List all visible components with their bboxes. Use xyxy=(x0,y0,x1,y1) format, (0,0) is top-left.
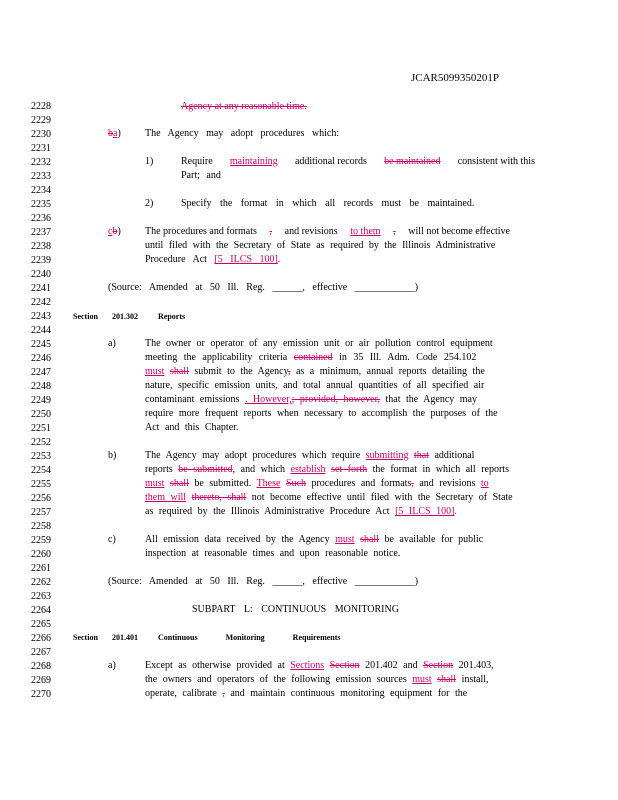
line-number: 2239 xyxy=(31,255,51,266)
paragraph-text: as required by the Illinois Administrative Procedure Act [5 ILCS 100]. xyxy=(145,506,457,517)
line-number: 2262 xyxy=(31,577,51,588)
line-number: 2229 xyxy=(31,115,51,126)
line-number: 2249 xyxy=(31,395,51,406)
line-number: 2254 xyxy=(31,465,51,476)
paragraph-text: nature, specific emission units, and total annual quantities of all specified air xyxy=(145,380,485,391)
line-number: 2241 xyxy=(31,283,51,294)
paragraph-marker: cb) xyxy=(108,226,121,237)
section-label: Section xyxy=(73,312,98,321)
paragraph-text: Procedure Act [5 ILCS 100]. xyxy=(145,254,281,265)
paragraph-text: The procedures and formats , and revisions to them , will not become effective xyxy=(145,226,510,237)
item-text: Specify the format in which all records must be maintained. xyxy=(181,198,475,209)
line-number: 2238 xyxy=(31,241,51,252)
line-number: 2268 xyxy=(31,661,51,672)
item-text: Require maintaining additional records be maintained consistent with this xyxy=(181,156,535,167)
paragraph-marker: a) xyxy=(108,660,116,671)
source-note: (Source: Amended at 50 Ill. Reg. ______, effective ____________) xyxy=(108,282,419,293)
section-number: 201.302 xyxy=(112,312,138,321)
paragraph-text: require more frequent reports when necessary to accomplish the purposes of the xyxy=(145,408,498,419)
paragraph-text: must shall be submitted. These Such procedures and formats, and revisions to xyxy=(145,478,489,489)
paragraph-text: The owner or operator of any emission unit or air pollution control equipment xyxy=(145,338,493,349)
paragraph-text: meeting the applicability criteria contained in 35 Ill. Adm. Code 254.102 xyxy=(145,352,477,363)
line-number: 2265 xyxy=(31,619,51,630)
line-number: 2256 xyxy=(31,493,51,504)
paragraph-text: The Agency may adopt procedures which require submitting that additional xyxy=(145,450,475,461)
paragraph-text: operate, calibrate , and maintain continuous monitoring equipment for the xyxy=(145,688,468,699)
paragraph-marker: b) xyxy=(108,450,117,461)
line-number: 2263 xyxy=(31,591,51,602)
line-number: 2270 xyxy=(31,689,51,700)
section-title: Continuous Monitoring Requirements xyxy=(158,633,341,642)
paragraph-text: must shall submit to the Agency, as a minimum, annual reports detailing the xyxy=(145,366,485,377)
line-number: 2259 xyxy=(31,535,51,546)
line-number: 2255 xyxy=(31,479,51,490)
line-number: 2257 xyxy=(31,507,51,518)
paragraph-marker: a) xyxy=(108,338,116,349)
deleted-text: Agency at any reasonable time. xyxy=(181,101,307,112)
item-number: 1) xyxy=(145,156,154,167)
paragraph-text: them will thereto, shall not become effective until filed with the Secretary of State xyxy=(145,492,513,503)
paragraph-marker: c) xyxy=(108,534,116,545)
section-label: Section xyxy=(73,633,98,642)
line-number: 2244 xyxy=(31,325,51,336)
paragraph-marker: ba) xyxy=(108,128,121,139)
line-number: 2269 xyxy=(31,675,51,686)
line-number: 2258 xyxy=(31,521,51,532)
line-number: 2252 xyxy=(31,437,51,448)
paragraph-text: the owners and operators of the following emission sources must shall install, xyxy=(145,674,489,685)
line-number: 2235 xyxy=(31,199,51,210)
line-number: 2231 xyxy=(31,143,51,154)
paragraph-text: Except as otherwise provided at Sections Section 201.402 and Section 201.403, xyxy=(145,660,494,671)
document-id: JCAR5099350201P xyxy=(411,72,500,84)
line-number: 2245 xyxy=(31,339,51,350)
item-number: 2) xyxy=(145,198,154,209)
line-number: 2253 xyxy=(31,451,51,462)
line-number: 2247 xyxy=(31,367,51,378)
line-number: 2261 xyxy=(31,563,51,574)
line-number: 2243 xyxy=(31,311,51,322)
line-number: 2234 xyxy=(31,185,51,196)
paragraph-text: reports be submitted, and which establish set forth the format in which all reports xyxy=(145,464,509,475)
line-number: 2264 xyxy=(31,605,51,616)
paragraph-text: until filed with the Secretary of State as required by the Illinois Administrative xyxy=(145,240,496,251)
line-number: 2236 xyxy=(31,213,51,224)
paragraph-text: contaminant emissions . However,; provided, however, that the Agency may xyxy=(145,394,477,405)
paragraph-text: inspection at reasonable times and upon reasonable notice. xyxy=(145,548,401,559)
paragraph-text: Act and this Chapter. xyxy=(145,422,239,433)
subpart-heading: SUBPART L: CONTINUOUS MONITORING xyxy=(192,604,399,615)
line-number: 2251 xyxy=(31,423,51,434)
line-number: 2232 xyxy=(31,157,51,168)
source-note: (Source: Amended at 50 Ill. Reg. ______, effective ____________) xyxy=(108,576,419,587)
line-number: 2250 xyxy=(31,409,51,420)
paragraph-text: The Agency may adopt procedures which: xyxy=(145,128,340,139)
item-text: Part; and xyxy=(181,170,221,181)
line-number: 2240 xyxy=(31,269,51,280)
line-number: 2230 xyxy=(31,129,51,140)
line-number: 2267 xyxy=(31,647,51,658)
line-number: 2233 xyxy=(31,171,51,182)
line-number: 2266 xyxy=(31,633,51,644)
section-number: 201.401 xyxy=(112,633,138,642)
line-number: 2260 xyxy=(31,549,51,560)
paragraph-text: All emission data received by the Agency must shall be available for public xyxy=(145,534,484,545)
section-title: Reports xyxy=(158,312,186,321)
line-number: 2228 xyxy=(31,101,51,112)
line-number: 2246 xyxy=(31,353,51,364)
line-number: 2242 xyxy=(31,297,51,308)
line-number: 2237 xyxy=(31,227,51,238)
line-number: 2248 xyxy=(31,381,51,392)
